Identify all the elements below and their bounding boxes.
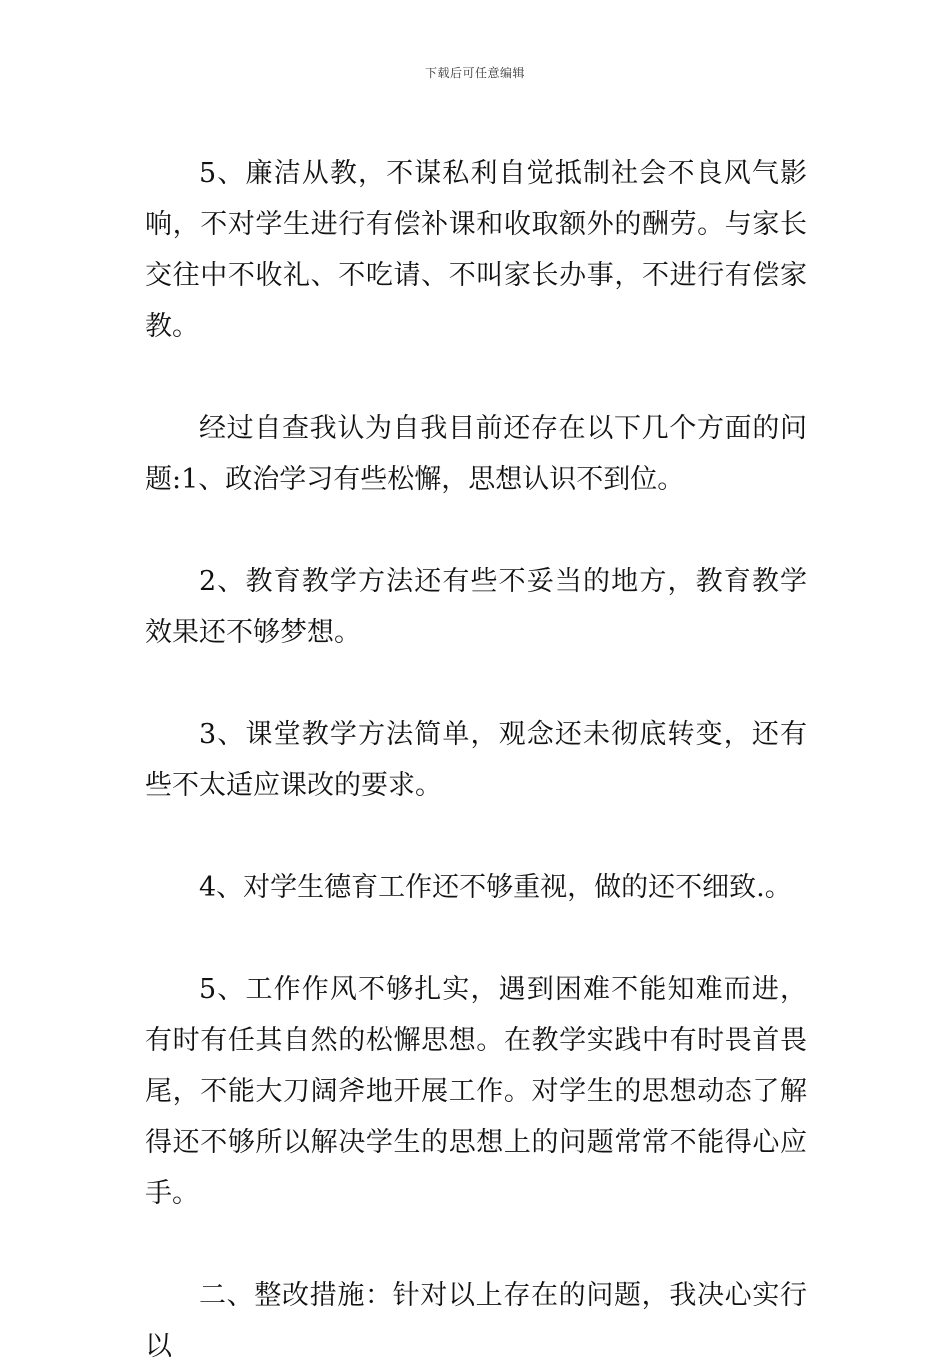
- paragraph-integrity: 5、廉洁从教，不谋私利自觉抵制社会不良风气影响，不对学生进行有偿补课和收取额外的酬劳。与家长交往中不收礼、不吃请、不叫家长办事，不进行有偿家教。: [145, 158, 807, 342]
- paragraph-moral-education: 4、对学生德育工作还不够重视，做的还不细致.。: [199, 872, 792, 903]
- paragraph-self-check: 经过自查我认为自我目前还存在以下几个方面的问题:1、政治学习有些松懈，思想认识不到位。: [145, 413, 807, 495]
- page-header: 下载后可任意编辑: [424, 66, 525, 80]
- paragraph-rectification: 二、整改措施：针对以上存在的问题，我决心实行以: [145, 1280, 807, 1362]
- paragraph-classroom: 3、课堂教学方法简单，观念还未彻底转变，还有些不太适应课改的要求。: [145, 719, 807, 801]
- document-body: [145, 148, 807, 1372]
- paragraph-teaching-methods: 2、教育教学方法还有些不妥当的地方，教育教学效果还不够梦想。: [145, 566, 807, 648]
- paragraph-work-style: 5、工作作风不够扎实，遇到困难不能知难而进，有时有任其自然的松懈思想。在教学实践中有时畏首畏尾，不能大刀阔斧地开展工作。对学生的思想动态了解得还不够所以解决学生的思想上的问题常常不能得心应手。: [145, 974, 807, 1209]
